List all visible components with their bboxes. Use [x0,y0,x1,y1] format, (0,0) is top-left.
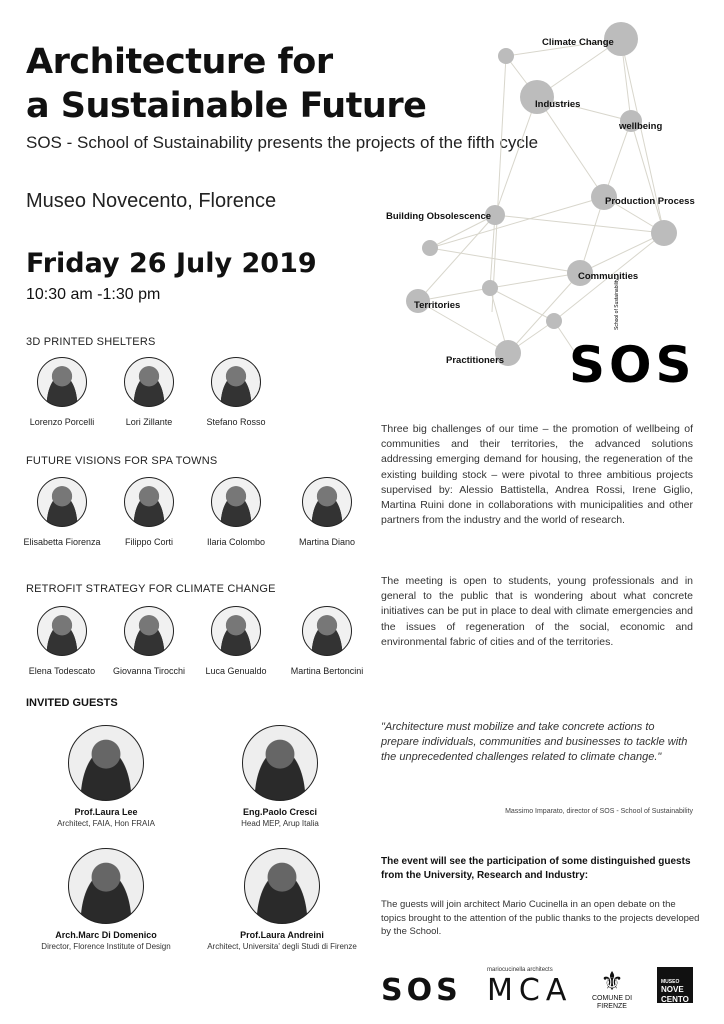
title-line-1: Architecture for [26,42,333,82]
person-name: Elena Todescato [28,666,96,676]
person-avatar [302,606,352,656]
sos-logo-tagline: School of Sustainability [614,278,620,330]
footer-mca-caption: mariocucinella architects [487,967,553,973]
guest-avatar [242,725,318,801]
firenze-caption: COMUNE DI [591,995,633,1002]
label-production-process: Production Process [605,196,695,207]
guest-avatar [244,848,320,924]
person-avatar [37,477,87,527]
person-name: Lorenzo Porcelli [29,417,95,427]
guest-role: Architect, FAIA, Hon FRAIA [57,819,155,828]
label-communities: Communities [578,271,639,282]
novecento-nove: NOVE [661,985,684,994]
venue: Museo Novecento, Florence [26,190,277,212]
label-wellbeing: wellbeing [619,121,663,132]
person-card [104,606,194,676]
person-card [191,606,281,676]
label-climate-change: Climate Change [542,37,614,48]
label-industries: Industries [535,99,581,110]
person-name: Stefano Rosso [206,417,266,427]
novecento-cento: CENTO [661,995,689,1004]
person-avatar [124,477,174,527]
novecento-museo: MUSEO [661,979,680,985]
person-avatar [124,606,174,656]
person-name: Martina Diano [298,537,356,547]
firenze-name: FIRENZE [597,1003,627,1010]
person-avatar [302,477,352,527]
person-card [17,477,107,547]
footer-mca-logo: MCA [487,973,573,1008]
person-name: Ilaria Colombo [206,537,266,547]
event-note: The event will see the participation of some distinguished guests from the University, Research and Industry: [381,856,691,881]
section-title-3d-printed-shelters: 3D PRINTED SHELTERS [26,336,156,348]
person-name: Luca Genualdo [205,666,267,676]
guests-note: The guests will join architect Mario Cucinella in an open debate on the topics brought to the attention of the public thanks to the projects developed by the School. [381,899,700,937]
person-card [191,477,281,547]
guest-role: Head MEP, Arup Italia [241,819,319,828]
quote-author: Massimo Imparato, director of SOS - School of Sustainability [505,808,693,815]
title-line-2: a Sustainable Future [26,86,427,126]
guest-card [190,725,370,828]
person-avatar [211,357,261,407]
label-building-obsolescence: Building Obsolescence [386,211,492,222]
fleur-de-lis-icon: ⚜ [600,966,624,996]
guest-card [16,725,196,828]
guest-name: Prof.Laura Andreini [240,930,324,940]
guest-avatar [68,848,144,924]
person-card [282,606,372,676]
footer-novecento-logo [657,967,693,1003]
person-card [282,477,372,547]
person-avatar [37,606,87,656]
meeting-paragraph: The meeting is open to students, young professionals and in general to the public that is wondering about what concrete initiatives can be put in place to deal with climate emergencies and the issues of regeneration of the social, economic and environmental fabric of cities and of the territories. [381,575,693,648]
invited-guests-title: INVITED GUESTS [26,697,118,709]
intro-paragraph: Three big challenges of our time – the promotion of wellbeing of communities and their territories, the advanced solutions addressing emerging demand for housing, the regeneration of the existing building stock – were pivotal to three ambitious projects supervised by: Alessio Battistella, Andrea Rossi, Irene Giglio, Martina Ruini done in collaborations with municipalities and other partners from the industry and the world of research. [381,423,693,527]
guest-name: Prof.Laura Lee [74,807,138,817]
section-title-retrofit-strategy: RETROFIT STRATEGY FOR CLIMATE CHANGE [26,583,276,595]
footer-firenze-logo [590,967,634,1011]
person-card [191,357,281,427]
person-avatar [211,477,261,527]
guest-name: Arch.Marc Di Domenico [55,930,157,940]
label-practitioners: Practitioners [446,355,505,366]
subtitle: SOS - School of Sustainability presents the projects of the fifth cycle [26,133,539,152]
person-avatar [124,357,174,407]
guest-name: Eng.Paolo Cresci [242,807,318,817]
person-name: Martina Bertoncini [290,666,364,676]
quote: "Architecture must mobilize and take concrete actions to prepare individuals, communities and businesses to tackle with the unprecedented challenges related to climate change." [381,721,688,763]
person-card [17,606,107,676]
event-time: 10:30 am -1:30 pm [26,286,161,303]
person-card [104,477,194,547]
person-name: Filippo Corti [124,537,173,547]
footer-sos-logo: SOS [381,973,462,1008]
person-card [17,357,107,427]
themes-network-graphic [380,15,710,375]
person-avatar [211,606,261,656]
event-date: Friday 26 July 2019 [26,248,317,279]
guest-card [16,848,196,951]
person-avatar [37,357,87,407]
guest-role: Director, Florence Institute of Design [41,942,171,951]
section-title-spa-towns: FUTURE VISIONS FOR SPA TOWNS [26,455,218,467]
guest-card [192,848,372,951]
person-name: Giovanna Tirocchi [112,666,186,676]
sos-logo: SOS [569,336,696,394]
label-territories: Territories [414,300,461,311]
person-name: Lori Zillante [125,417,173,427]
person-name: Elisabetta Fiorenza [23,537,101,547]
guest-avatar [68,725,144,801]
person-card [104,357,194,427]
guest-role: Architect, Universita' degli Studi di Firenze [207,942,357,951]
